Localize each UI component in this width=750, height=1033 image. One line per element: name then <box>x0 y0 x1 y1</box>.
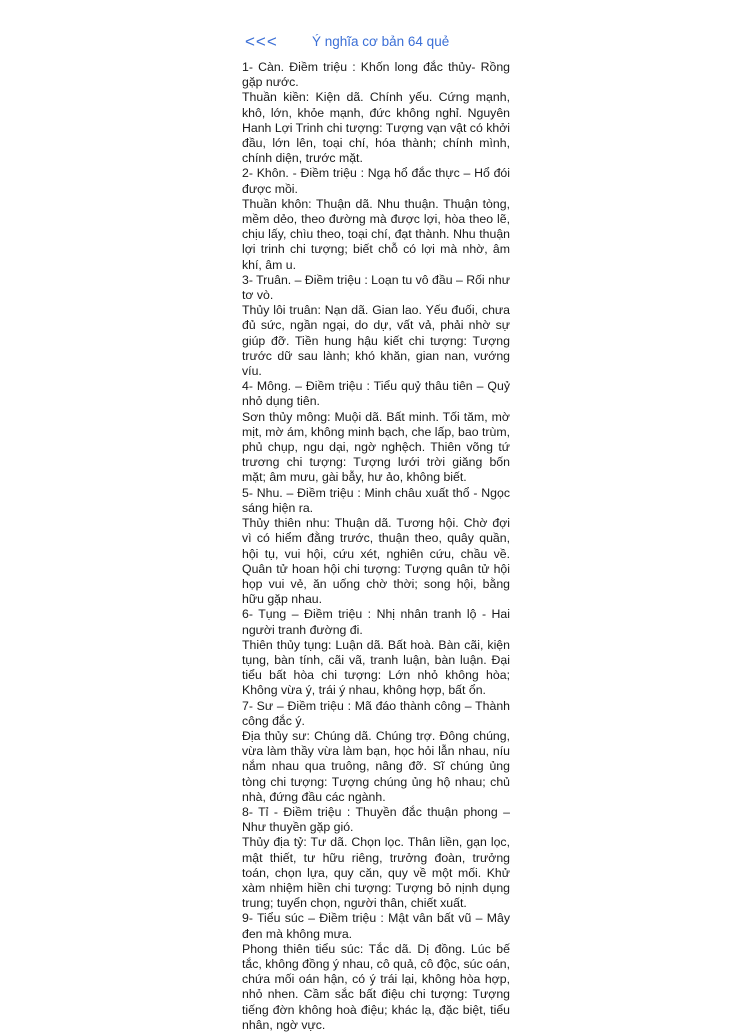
article-content <box>242 60 510 1033</box>
hexagram-4-heading: 4- Mông. – Điềm triệu : Tiểu quỷ thâu tiên – Quỷ nhỏ dụng tiên. <box>242 379 510 409</box>
hexagram-3-heading: 3- Truân. – Điềm triệu : Loạn tu vô đầu – Rối như tơ vò. <box>242 272 510 303</box>
hexagram-4-description: Sơn thủy mông: Muội dã. Bất minh. Tối tăm, mờ mịt, mờ ám, không minh bạch, che lấp, bao trùm, phủ chụp, ngu dại, ngờ nghệch. Thiên võng tứ trương chi tượng: Tượng lưới trời giăng bốn mặt; âm mưu, gài bẫy, hư ảo, không biết. <box>242 409 510 485</box>
hexagram-2-heading: 2- Khôn. - Điềm triệu : Ngạ hổ đắc thực – Hổ đói được mồi. <box>242 166 510 196</box>
hexagram-2-description: Thuần khôn: Thuận dã. Nhu thuận. Thuận tòng, mềm dẻo, theo đường mà được lợi, hòa theo lẽ, chịu lấy, chìu theo, toại chí, đạt thành. Nhu thuận lợi trinh chi tượng; biết chỗ có lợi mà nhờ, âm khí, âm u. <box>242 196 510 272</box>
hexagram-1-heading: 1- Càn. Điềm triệu : Khốn long đắc thủy- Rồng gặp nước. <box>242 60 510 90</box>
hexagram-8-heading: 8- Tỉ - Điềm triệu : Thuyền đắc thuận phong – Như thuyền gặp gió. <box>242 804 510 835</box>
back-button[interactable]: <<< <box>245 32 278 51</box>
hexagram-7-heading: 7- Sư – Điềm triệu : Mã đáo thành công – Thành công đắc ý. <box>242 698 510 728</box>
hexagram-1-description: Thuần kiền: Kiện dã. Chính yếu. Cứng mạnh, khô, lớn, khỏe mạnh, đức không nghỉ. Nguyên Hanh Lợi Trinh chi tượng: Tượng vạn vật có khởi đầu, lớn lên, toại chí, hóa thành; chính mình, chính diện, trước mặt. <box>242 90 510 166</box>
hexagram-3-description: Thủy lôi truân: Nạn dã. Gian lao. Yếu đuối, chưa đủ sức, ngần ngại, do dự, vất vả, phải nhờ sự giúp đỡ. Tiền hung hậu kiết chi tượng: Tượng trước dữ sau lành; khó khăn, gian nan, vướng víu. <box>242 303 510 379</box>
hexagram-5-description: Thủy thiên nhu: Thuận dã. Tương hội. Chờ đợi vì có hiểm đằng trước, thuận theo, quây quần, hội tụ, vui hội, cứu xét, nghiên cứu, chầu về. Quân tử hoan hội chi tượng: Tượng quân tử hội họp vui vẻ, ăn uống chờ thời; song hội, bằng hữu gặp nhau. <box>242 516 510 607</box>
hexagram-5-heading: 5- Nhu. – Điềm triệu : Minh châu xuất thổ - Ngọc sáng hiện ra. <box>242 485 510 515</box>
hexagram-7-description: Địa thủy sư: Chúng dã. Chúng trợ. Đông chúng, vừa làm thầy vừa làm bạn, học hỏi lẫn nhau, níu nắm nhau qua truông, nâng đỡ. Sĩ chúng ủng tòng chi tượng: Tượng chúng ủng hộ nhau; chủ nhà, đứng đầu các ngành. <box>242 728 510 804</box>
page-title: Ý nghĩa cơ bản 64 quẻ <box>312 34 450 49</box>
nav-header <box>240 30 520 58</box>
hexagram-8-description: Thủy địa tỷ: Tư dã. Chọn lọc. Thân liền, gạn lọc, mật thiết, tư hữu riêng, trưởng đoàn, trưởng toán, chọn lựa, quy căn, quy về một mối. Khử xàm nhiệm hiền chi tượng: Tượng bỏ nịnh dụng trung; tuyển chọn, người thân, chiết xuất. <box>242 835 510 911</box>
hexagram-9-description: Phong thiên tiểu súc: Tắc dã. Dị đồng. Lúc bế tắc, không đồng ý nhau, cô quả, cô độc, súc oán, chứa mối oán hận, có ý trái lại, không hòa hợp, nhỏ nhen. Cầm sắc bất điệu chi tượng: Tượng tiếng đờn không hoà điệu; khác lạ, đặc biệt, tiểu nhân, ngờ vực. <box>242 941 510 1032</box>
hexagram-9-heading: 9- Tiểu súc – Điềm triệu : Mật vân bất vũ – Mây đen mà không mưa. <box>242 911 510 941</box>
hexagram-6-description: Thiên thủy tụng: Luận dã. Bất hoà. Bàn cãi, kiện tụng, bàn tính, cãi vã, tranh luận, bàn luận. Đại tiểu bất hòa chi tượng: Lớn nhỏ không hòa; Không vừa ý, trái ý nhau, không hợp, bất ổn. <box>242 637 510 698</box>
hexagram-6-heading: 6- Tụng – Điềm triệu : Nhị nhân tranh lộ - Hai người tranh đường đi. <box>242 607 510 637</box>
